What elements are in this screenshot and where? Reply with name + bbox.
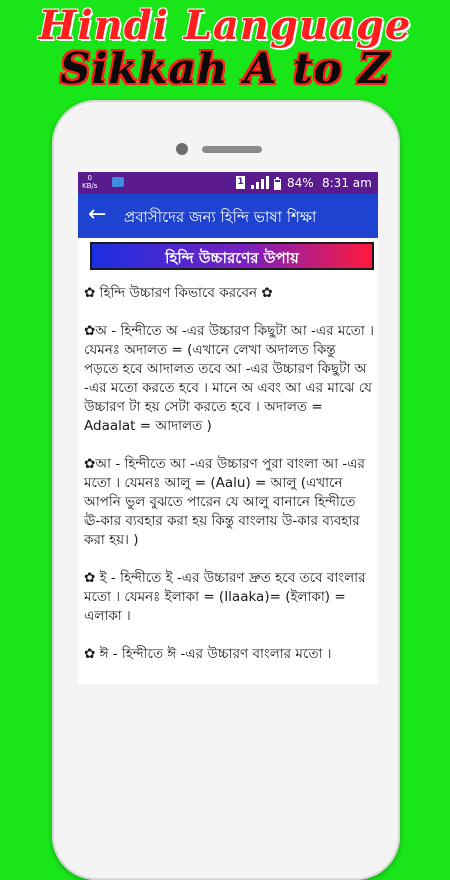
phone-screen [78,172,378,684]
signal-icon [250,176,272,189]
battery-level: 84% [287,176,314,190]
lesson-paragraph: ✿আ - হিন্দীতে আ -এর উচ্চারণ পুরা বাংলা আ -এর মতো । যেমনঃ আলু = (Aalu) = আলু (এখানে আপনি ভুল বুঝতে পারেন যে আলু বানানে হিন্দীতে ঊ-কার ব্যবহার করা হয় কিন্তু বাংলায় উ-কার ব্যবহার করা হয়। ) [84,456,365,548]
lesson-heading: ✿ হিন্দি উচ্চারণ কিভাবে করবেন ✿ [84,285,273,301]
status-bar [78,172,378,194]
network-speed-indicator: 0 KB/s [82,174,98,190]
clock: 8:31 am [322,176,372,190]
section-banner-title: হিন্দি উচ্চারণের উপায় [165,249,299,267]
front-camera [176,143,188,155]
back-arrow-icon[interactable]: ← [88,202,107,227]
lesson-paragraph: ✿অ - হিন্দীতে অ -এর উচ্চারণ কিছুটা আ -এর মতো । যেমনঃ অদালত = (এখানে লেখা অদালত কিন্তু পড়তে হবে আদালত তবে আ -এর উচ্চারণ কিছুটা অ -এর মতো করতে হবে । মানে অ এবং আ এর মাঝে যে উচ্চারণ টা হয় সেটা করতে হবে । অদালত = Adaalat = আদালত ) [84,323,374,434]
sim-icon: 1 [237,177,244,187]
lesson-paragraph: ✿ ই - হিন্দীতে ই -এর উচ্চারণ দ্রুত হবে তবে বাংলার মতো । যেমনঃ ইলাকা = (Ilaaka)= (ইলাকা) = এলাকা । [84,570,366,624]
section-banner [90,242,374,270]
notification-app-icon [112,177,124,187]
earpiece-speaker [202,146,262,153]
battery-icon [272,177,283,190]
promo-title-line-2: Sikkah A to Z [60,44,390,93]
app-bar [78,194,378,238]
app-bar-title: প্রবাসীদের জন্য হিন্দি ভাষা শিক্ষা [124,208,317,226]
lesson-content [84,284,374,683]
lesson-paragraph: ✿ ঈ - হিন্দীতে ঈ -এর উচ্চারণ বাংলার মতো । [84,646,332,662]
promo-title-line-1: Hindi Language [38,2,412,49]
